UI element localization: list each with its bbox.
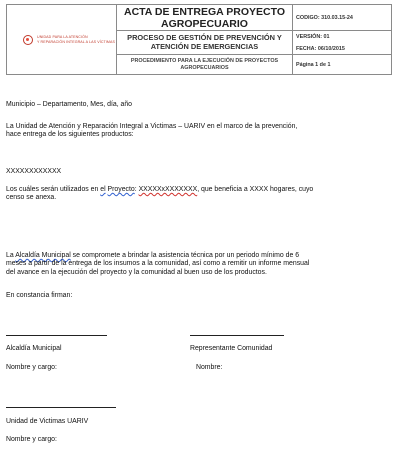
- usage-text-code: XXXXXxXXXXXXX: [138, 186, 198, 193]
- comunidad-signature-line: [190, 335, 284, 336]
- usage-text-el: el: [100, 186, 106, 193]
- alcaldia-line-2: meses a partir de la entrega de los insumos a la comunidad, así como a remitir un informe mensual: [6, 260, 310, 268]
- logo-text: [37, 35, 115, 44]
- alcaldia-text-pre: La: [6, 252, 16, 259]
- document-version: [293, 31, 392, 55]
- uariv-logo-icon: [23, 35, 33, 45]
- alcaldia-line-3: del avance en la ejecución del proyecto y la comunidad al buen uso de los productos.: [6, 268, 267, 276]
- intro-line-2: hace entrega de los siguientes productos:: [6, 131, 134, 139]
- uariv-signature-label: Unidad de Victimas UARIV: [6, 418, 89, 425]
- logo-cell: [7, 5, 117, 75]
- alcaldia-line-1: [6, 252, 386, 260]
- intro-paragraph: [6, 123, 386, 140]
- constancia-line: En constancia firman:: [6, 292, 73, 299]
- process-subtitle: PROCESO DE GESTIÓN DE PREVENCIÓN Y ATENCIÓN DE EMERGENCIAS: [117, 31, 293, 55]
- uariv-signature-line: [6, 407, 116, 408]
- usage-text-pre: Los cuáles serán utilizados en: [6, 186, 101, 193]
- usage-line-2: censo se anexa.: [6, 194, 57, 202]
- alcaldia-name-label: Nombre y cargo:: [6, 364, 57, 371]
- comunidad-signature-label: Representante Comunidad: [190, 345, 273, 352]
- logo-text-line1: UNIDAD PARA LA ATENCIÓN: [37, 35, 88, 40]
- uariv-name-label: Nombre y cargo:: [6, 436, 57, 443]
- alcaldia-text-word: Alcaldía Municipal: [15, 252, 71, 259]
- products-placeholder: XXXXXXXXXXXX: [6, 168, 62, 175]
- page-number: Página 1 de 1: [293, 55, 392, 75]
- usage-text-proyecto: Proyecto: [107, 186, 135, 193]
- date-text: FECHA: 06/10/2015: [296, 45, 345, 52]
- comunidad-name-label: Nombre:: [196, 364, 223, 371]
- alcaldia-paragraph: [6, 252, 386, 277]
- logo-text-line2: Y REPARACIÓN INTEGRAL A LAS VÍCTIMAS: [37, 39, 116, 44]
- alcaldia-text-post: se compromete a brindar la asistencia técnica por un periodo mínimo de 6: [70, 252, 300, 259]
- location-date-line: Municipio – Departamento, Mes, día, año: [6, 101, 133, 108]
- intro-line-1: La Unidad de Atención y Reparación Integral a Victimas – UARIV en el marco de la prevención,: [6, 123, 298, 130]
- procedure-title: PROCEDIMIENTO PARA LA EJECUCIÓN DE PROYECTOS AGROPECUARIOS: [117, 55, 293, 75]
- document-code: CODIGO: 310.03.15-24: [293, 5, 392, 31]
- usage-text-colon: :: [134, 186, 139, 193]
- version-text: VERSIÓN: 01: [296, 33, 330, 40]
- document-header-table: [6, 4, 392, 75]
- usage-line-1: [6, 186, 386, 194]
- logo: [7, 35, 116, 45]
- usage-paragraph: [6, 186, 386, 203]
- document-title: ACTA DE ENTREGA PROYECTO AGROPECUARIO: [117, 5, 293, 31]
- usage-text-post: , que beneficia a XXXX hogares, cuyo: [197, 186, 314, 193]
- alcaldia-signature-line: [6, 335, 107, 336]
- alcaldia-signature-label: Alcaldía Municipal: [6, 345, 62, 352]
